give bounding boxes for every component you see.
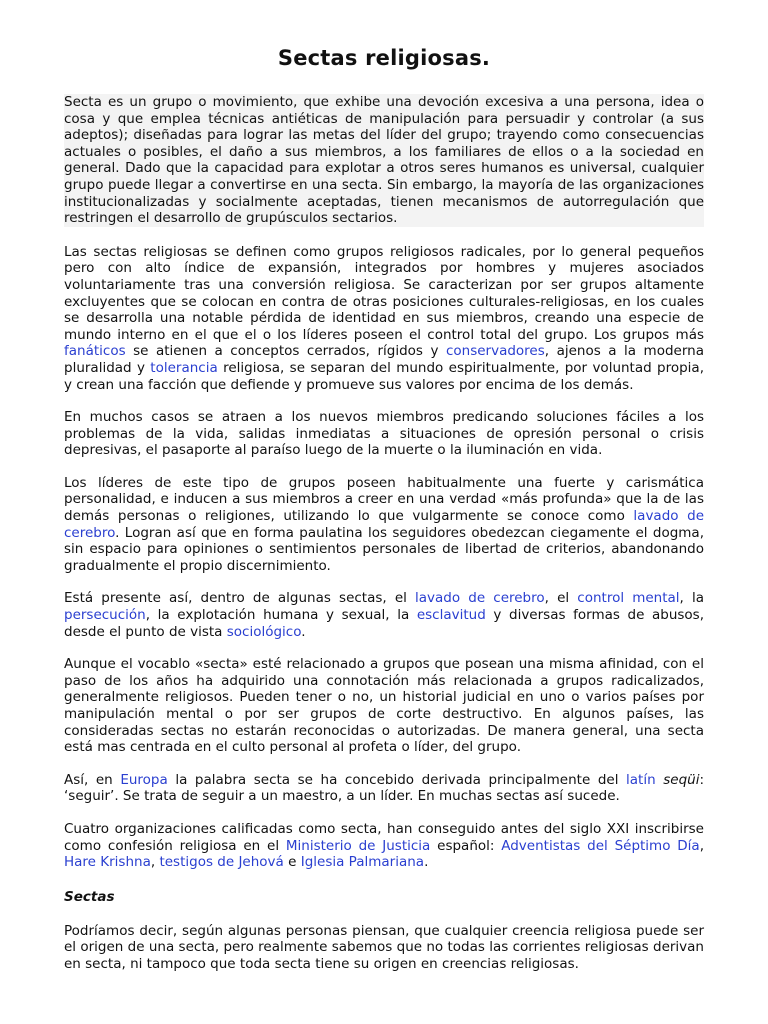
link-ministerio-de-justicia[interactable]: Ministerio de Justicia <box>285 837 431 854</box>
link-testigos-de-jehova[interactable]: testigos de Jehová <box>159 854 284 871</box>
link-lavado-de-cerebro[interactable]: lavado de cerebro <box>64 508 704 541</box>
text-span: se atienen a conceptos cerrados, rígidos y <box>125 343 446 360</box>
text-span: , la explotación humana y sexual, la <box>145 607 417 624</box>
text-span: . Logran así que en forma paulatina los seguidores obedezcan ciegamente el dogma, sin espacio para opiniones o sentimientos personales de libertad de criterios, abandonando gradualmente el propio discernimiento. <box>64 524 704 574</box>
text-span: . <box>301 623 306 640</box>
text-span: , <box>699 837 704 854</box>
text-span: , ajenos a la moderna pluralidad y <box>64 343 704 376</box>
paragraph-organizations <box>64 821 704 871</box>
paragraph-religious-sects <box>64 244 704 393</box>
link-adventistas[interactable]: Adventistas del Séptimo Día <box>501 837 700 854</box>
text-span: Los líderes de este tipo de grupos poseen habitualmente una fuerte y carismática personalidad, e inducen a sus miembros a creer en una verdad «más profunda» que la de las demás personas o religiones, utilizando lo que vulgarmente se conoce como <box>64 474 704 525</box>
paragraph-leaders <box>64 475 704 575</box>
link-persecucion[interactable]: persecución <box>64 607 146 624</box>
text-span: español: <box>430 837 502 854</box>
section-heading-sectas: Sectas <box>64 888 115 905</box>
link-latin[interactable]: latín <box>626 771 656 788</box>
text-span: religiosa, se separan del mundo espiritualmente, por voluntad propia, y crean una facción que defiende y promueve sus valores por encima de los demás. <box>64 359 704 393</box>
text-span: : ‘seguir’. Se trata de seguir a un maestro, a un líder. En muchas sectas así sucede. <box>64 771 705 805</box>
link-hare-krishna[interactable]: Hare Krishna <box>64 854 151 871</box>
link-lavado-de-cerebro-2[interactable]: lavado de cerebro <box>415 590 545 607</box>
latin-word: seqüi <box>663 771 700 788</box>
document-page <box>64 42 704 989</box>
text-span: , la <box>679 590 704 607</box>
link-sociologico[interactable]: sociológico <box>226 623 302 640</box>
text-span: Así, en <box>64 771 121 788</box>
link-conservadores[interactable]: conservadores <box>445 343 545 360</box>
paragraph-closing: Podríamos decir, según algunas personas piensan, que cualquier creencia religiosa puede ser el origen de una secta, pero realmente sabemos que no todas las corrientes religiosas derivan en secta, ni tampoco que toda secta tiene su origen en creencias religiosas. <box>64 922 704 972</box>
paragraph-abuses <box>64 590 704 640</box>
text-span: . <box>424 854 429 871</box>
text-span: Cuatro organizaciones calificadas como secta, han conseguido antes del siglo XXI inscribirse como confesión religiosa en el <box>64 820 704 854</box>
text-span: , <box>150 854 160 871</box>
paragraph-vocablo: Aunque el vocablo «secta» esté relacionado a grupos que posean una misma afinidad, con el paso de los años ha adquirido una connotación más relacionada a grupos radicalizados, generalmente religiosos. Pueden tener o no, un historial judicial en uno o varios países por manipulación mental o por ser grupos de corte destructivo. En algunos países, las consideradas sectas no estarán reconocidas o autorizadas. De manera general, una secta está mas centrada en el culto personal al profeta o líder, del grupo. <box>64 656 704 756</box>
paragraph-etymology <box>64 772 704 805</box>
link-fanaticos[interactable]: fanáticos <box>64 343 126 360</box>
paragraph-definition: Secta es un grupo o movimiento, que exhibe una devoción excesiva a una persona, idea o cosa y que emplea técnicas antiéticas de manipulación para persuadir y controlar (a sus adeptos); diseñadas para lograr las metas del líder del grupo; trayendo como consecuencias actuales o posibles, el daño a sus miembros, a los familiares de ellos o a la sociedad en general. Dado que la capacidad para explotar a otros seres humanos es universal, cualquier grupo puede llegar a convertirse en una secta. Sin embargo, la mayoría de las organizaciones institucionalizadas y socialmente aceptadas, tienen mecanismos de autorregulación que restringen el desarrollo de grupúsculos sectarios. <box>64 94 704 227</box>
link-iglesia-palmariana[interactable]: Iglesia Palmariana <box>300 854 425 871</box>
text-span: y diversas formas de abusos, desde el punto de vista <box>64 607 705 640</box>
text-span: e <box>283 854 301 871</box>
link-control-mental[interactable]: control mental <box>577 590 680 607</box>
text-span: Las sectas religiosas se definen como grupos religiosos radicales, por lo general pequeños pero con alto índice de expansión, integrados por hombres y mujeres asociados voluntariamente tras una conversión religiosa. Se caracterizan por ser grupos altamente excluyentes que se colocan en contra de otras posiciones culturales-religiosas, en los cuales se desarrolla una notable pérdida de identidad en sus miembros, creando una especie de mundo interno en el que el o los líderes poseen el control total del grupo. Los grupos más <box>64 243 704 343</box>
link-tolerancia[interactable]: tolerancia <box>150 359 218 376</box>
text-span: Está presente así, dentro de algunas sectas, el <box>64 590 416 607</box>
paragraph-recruitment: En muchos casos se atraen a los nuevos miembros predicando soluciones fáciles a los problemas de la vida, salidas inmediatas a situaciones de opresión personal o crisis depresivas, el pasaporte al paraíso luego de la muerte o la iluminación en vida. <box>64 409 704 459</box>
text-span: la palabra secta se ha concebido derivada principalmente del <box>167 771 627 788</box>
page-title: Sectas religiosas. <box>277 46 491 70</box>
link-europa[interactable]: Europa <box>120 771 168 788</box>
text-span: , el <box>544 590 578 607</box>
link-esclavitud[interactable]: esclavitud <box>416 607 486 624</box>
